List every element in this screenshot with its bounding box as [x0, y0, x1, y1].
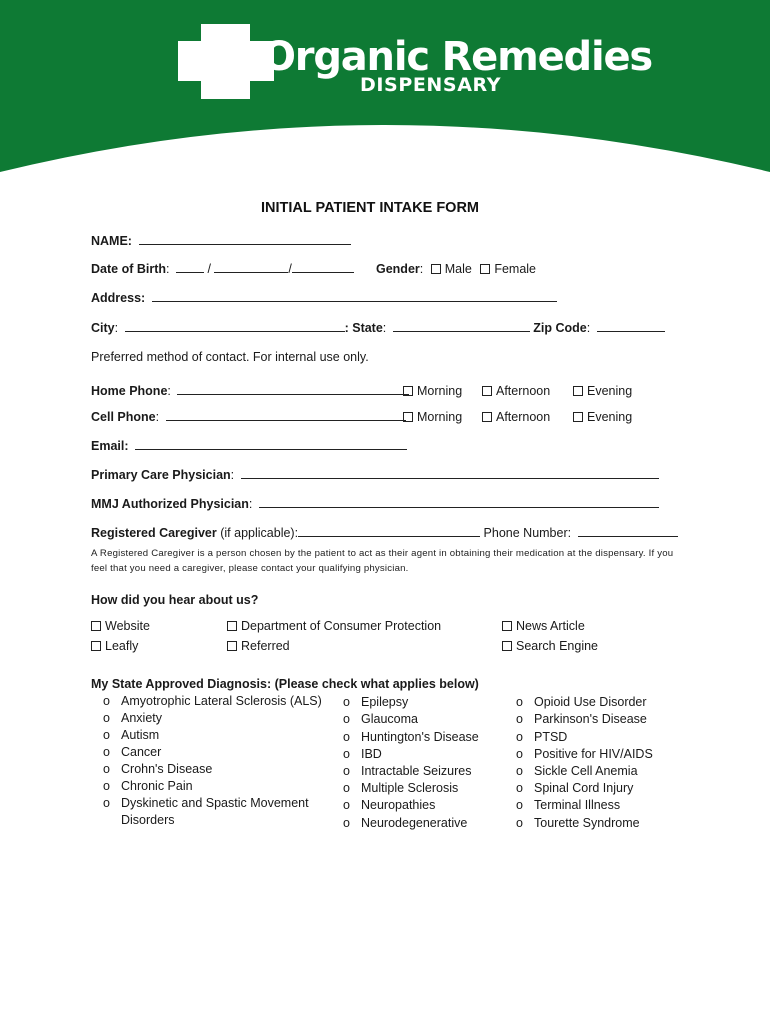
city-field[interactable]: [125, 320, 345, 332]
brand-subtitle: DISPENSARY: [360, 74, 502, 96]
hear-leafly-option: Leafly: [91, 638, 138, 654]
address-label: Address:: [91, 291, 146, 305]
home-afternoon-checkbox[interactable]: [482, 386, 492, 396]
hear-search-checkbox[interactable]: [502, 641, 512, 651]
mmj-field[interactable]: [259, 496, 659, 508]
cell-afternoon-option: Afternoon: [482, 409, 550, 425]
cell-phone-label: Cell Phone: [91, 410, 156, 424]
dx-col1-item[interactable]: o Cancer: [103, 745, 162, 759]
dx-col2-item[interactable]: o Neurodegenerative: [343, 816, 468, 830]
home-morning-option: Morning: [403, 383, 462, 399]
dx-col2-item[interactable]: o Epilepsy: [343, 695, 409, 709]
cell-phone-field[interactable]: [166, 409, 406, 421]
hear-dcp-checkbox[interactable]: [227, 621, 237, 631]
hear-leafly-checkbox[interactable]: [91, 641, 101, 651]
state-label: : State: [344, 321, 383, 335]
hear-referred-checkbox[interactable]: [227, 641, 237, 651]
hear-search-option: Search Engine: [502, 638, 598, 654]
dx-col1-item[interactable]: o Amyotrophic Lateral Sclerosis (ALS): [103, 694, 322, 708]
dx-col1-item-continued: Disorders: [121, 813, 175, 827]
dx-col1-item[interactable]: o Autism: [103, 728, 160, 742]
dx-col2-item[interactable]: o IBD: [343, 747, 382, 761]
cell-morning-option: Morning: [403, 409, 462, 425]
home-phone-field[interactable]: [177, 383, 409, 395]
dx-col3-item[interactable]: o PTSD: [516, 730, 568, 744]
dx-col3-item[interactable]: o Spinal Cord Injury: [516, 781, 634, 795]
gender-male-checkbox[interactable]: [431, 264, 441, 274]
dx-col2-item[interactable]: o Huntington's Disease: [343, 730, 479, 744]
home-afternoon-option: Afternoon: [482, 383, 550, 399]
caregiver-phone-label: Phone Number:: [483, 526, 572, 540]
gender-male-label: Male: [444, 262, 472, 276]
dx-col1-item[interactable]: o Dyskinetic and Spastic Movement: [103, 796, 309, 810]
zip-field[interactable]: [597, 320, 665, 332]
hear-website-option: Website: [91, 618, 150, 634]
dx-col2-item[interactable]: o Glaucoma: [343, 712, 418, 726]
cell-evening-checkbox[interactable]: [573, 412, 583, 422]
caregiver-phone-field[interactable]: [578, 525, 678, 537]
zip-label: Zip Code: [533, 321, 587, 335]
dx-col3-item[interactable]: o Tourette Syndrome: [516, 816, 640, 830]
diagnosis-heading: My State Approved Diagnosis: (Please check what applies below): [91, 677, 479, 691]
dx-col2-item[interactable]: o Multiple Sclerosis: [343, 781, 459, 795]
hear-news-checkbox[interactable]: [502, 621, 512, 631]
header-banner: [0, 0, 770, 180]
address-row: [91, 290, 557, 306]
name-label: NAME:: [91, 234, 132, 248]
home-morning-checkbox[interactable]: [403, 386, 413, 396]
dx-col1-item[interactable]: o Crohn's Disease: [103, 762, 213, 776]
dob-day-field[interactable]: [214, 261, 288, 273]
pcp-label: Primary Care Physician: [91, 468, 231, 482]
dob-year-field[interactable]: [292, 261, 354, 273]
email-field[interactable]: [135, 438, 407, 450]
caregiver-label: Registered Caregiver: [91, 526, 217, 540]
dob-label: Date of Birth: [91, 262, 166, 276]
cell-phone-row: Cell Phone:: [91, 409, 406, 425]
name-field[interactable]: [139, 233, 351, 245]
email-row: [91, 438, 407, 454]
hear-website-checkbox[interactable]: [91, 621, 101, 631]
contact-preference-text: Preferred method of contact. For internal use only.: [91, 350, 369, 364]
hear-dcp-option: Department of Consumer Protection: [227, 618, 441, 634]
mmj-label: MMJ Authorized Physician: [91, 497, 249, 511]
hear-referred-option: Referred: [227, 638, 290, 654]
form-title: INITIAL PATIENT INTAKE FORM: [260, 200, 480, 216]
dx-col1-item[interactable]: o Chronic Pain: [103, 779, 193, 793]
gender-female-label: Female: [494, 262, 536, 276]
address-field[interactable]: [152, 290, 557, 302]
home-evening-option: Evening: [573, 383, 632, 399]
gender-group: Gender: Male Female: [376, 262, 536, 276]
hear-news-option: News Article: [502, 618, 585, 634]
home-phone-label: Home Phone: [91, 384, 168, 398]
cell-morning-checkbox[interactable]: [403, 412, 413, 422]
dx-col3-item[interactable]: o Sickle Cell Anemia: [516, 764, 638, 778]
hear-heading: How did you hear about us?: [91, 593, 259, 607]
home-evening-checkbox[interactable]: [573, 386, 583, 396]
dx-col3-item[interactable]: o Terminal Illness: [516, 798, 621, 812]
dob-month-field[interactable]: [176, 261, 204, 273]
gender-label: Gender: [376, 262, 420, 276]
state-field[interactable]: [393, 320, 530, 332]
pcp-row: Primary Care Physician:: [91, 467, 659, 483]
dx-col3-item[interactable]: o Opioid Use Disorder: [516, 695, 647, 709]
dx-col2-item[interactable]: o Neuropathies: [343, 798, 436, 812]
name-row: [91, 233, 351, 249]
city-label: City: [91, 321, 115, 335]
caregiver-field[interactable]: [298, 525, 480, 537]
cell-evening-option: Evening: [573, 409, 632, 425]
caregiver-row: Registered Caregiver (if applicable): Phone Number:: [91, 525, 678, 541]
dx-col3-item[interactable]: o Positive for HIV/AIDS: [516, 747, 653, 761]
home-phone-row: Home Phone:: [91, 383, 409, 399]
dob-row: Date of Birth: / /: [91, 261, 354, 277]
cell-afternoon-checkbox[interactable]: [482, 412, 492, 422]
email-label: Email:: [91, 439, 129, 453]
pcp-field[interactable]: [241, 467, 659, 479]
gender-female-checkbox[interactable]: [480, 264, 490, 274]
dx-col1-item[interactable]: o Anxiety: [103, 711, 162, 725]
caregiver-note: A Registered Caregiver is a person chosen by the patient to act as their agent in obtaining their medication at the dispensary. If you feel that you need a caregiver, please contact your qualifying physician.: [91, 548, 674, 574]
brand-title: Organic Remedies: [262, 34, 652, 80]
dx-col3-item[interactable]: o Parkinson's Disease: [516, 712, 647, 726]
dx-col2-item[interactable]: o Intractable Seizures: [343, 764, 472, 778]
city-row: City: : State: Zip Code:: [91, 320, 665, 336]
mmj-row: MMJ Authorized Physician:: [91, 496, 659, 512]
